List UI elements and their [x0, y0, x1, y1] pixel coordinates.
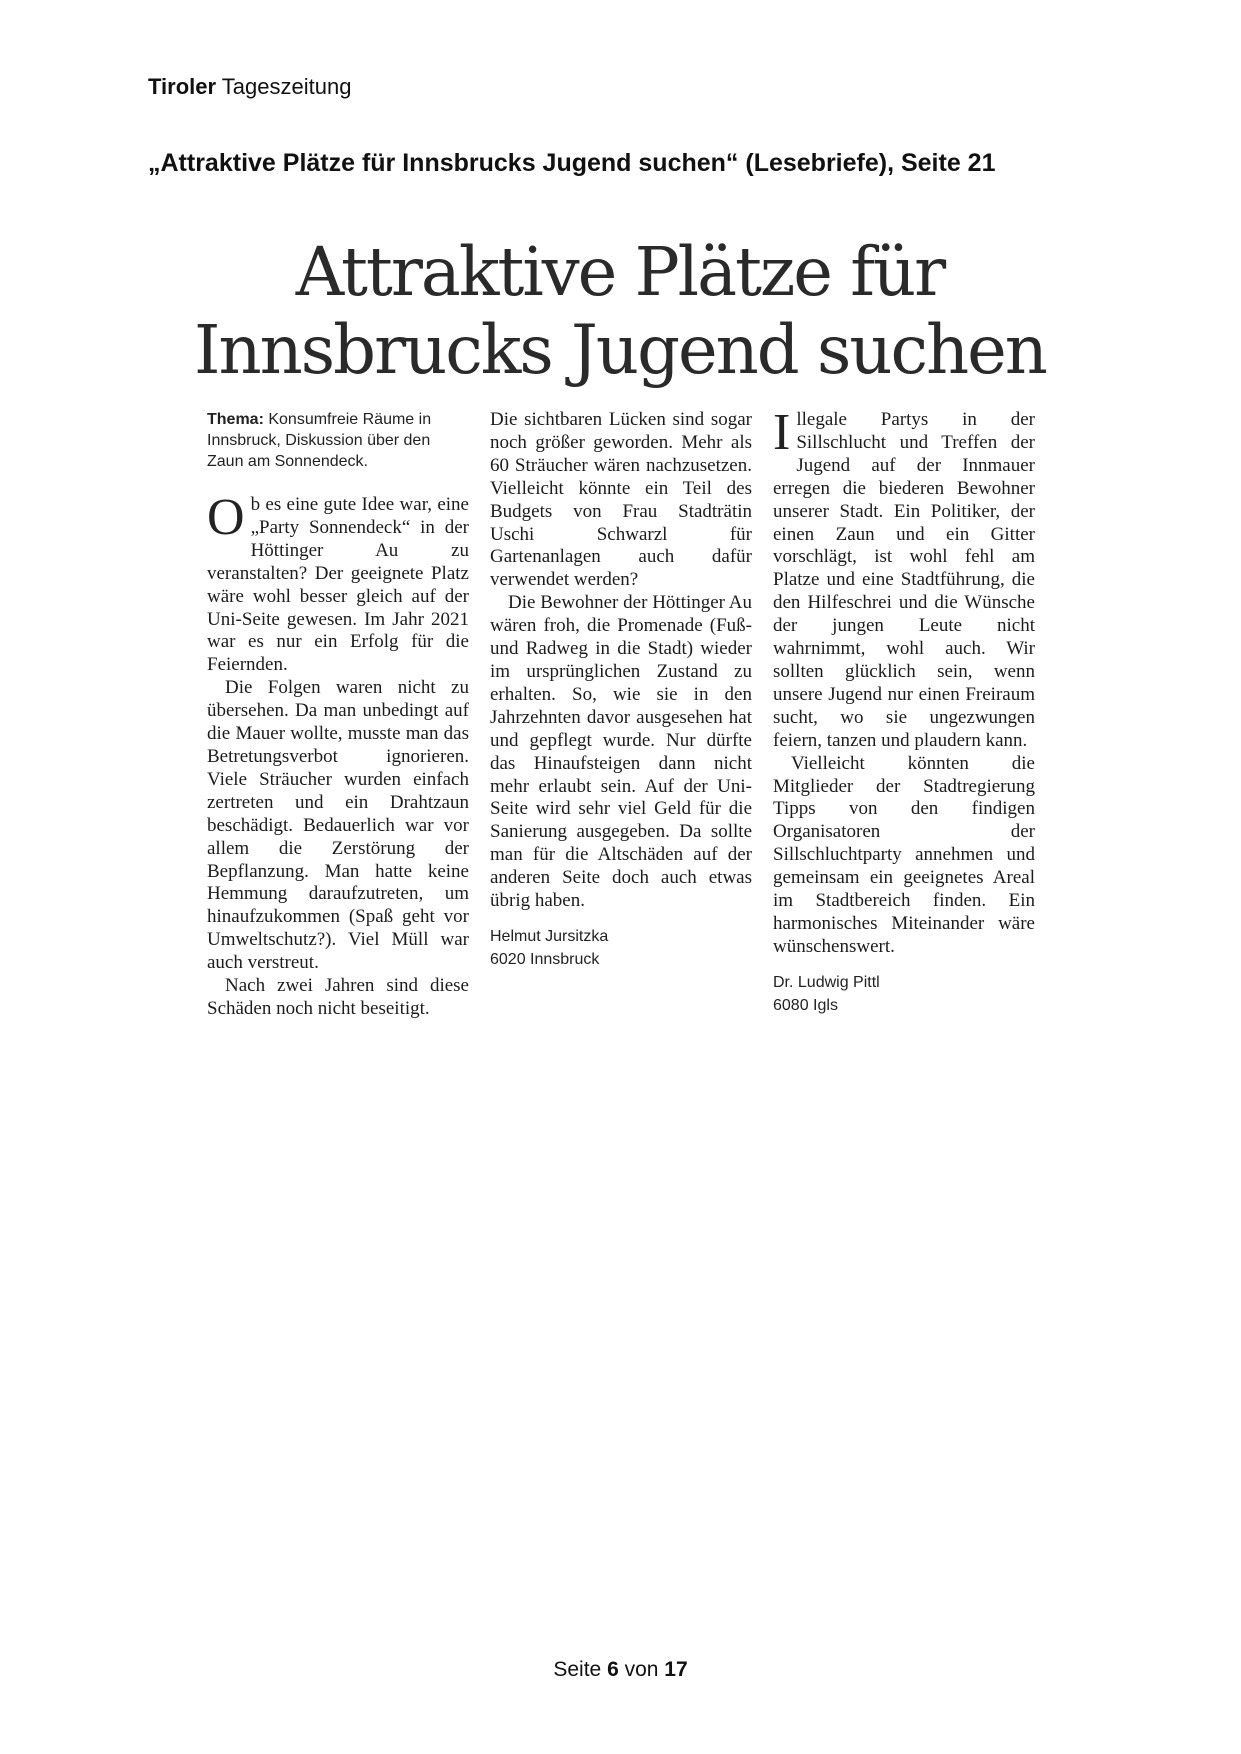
- topic-box: [207, 409, 469, 472]
- page-current: 6: [607, 1658, 619, 1681]
- page-number: [0, 1658, 1241, 1682]
- letter-1-drop-cap: O: [207, 489, 245, 546]
- letter-2-location: 6080 Igls: [773, 996, 838, 1014]
- letter-2: [773, 404, 1035, 959]
- newspaper-name-bold: Tiroler: [148, 74, 217, 99]
- letter-1-part-2: [490, 409, 752, 913]
- letter-1-paragraph-5: Die Bewohner der Höttinger Au wären froh, die Promenade (Fuß- und Radweg in die Stadt) wieder im ursprünglichen Zustand zu erhalten. So, wie sie in den Jahrzehnten davor ausgesehen hat und gepflegt wurde. Nur dürfte das Hinaufsteigen dann nicht mehr erlaubt sein. Auf der Uni-Seite wird sehr viel Geld für die Sanierung ausgegeben. Da sollte man für die Altschäden auf der anderen Seite doch auch etwas übrig haben.: [490, 592, 752, 912]
- letter-2-author: Dr. Ludwig Pittl: [773, 973, 880, 991]
- letter-1-location: 6020 Innsbruck: [490, 950, 600, 968]
- letter-1-part-1: [207, 489, 469, 1021]
- column-3: [773, 404, 1035, 1017]
- letter-1-paragraph-1-text: b es eine gute Idee war, eine „Party Sonnendeck“ in der Höttinger Au zu veranstalten? Der geeignete Platz wäre wohl besser gleich auf der Uni-Seite gewesen. Im Jahr 2021 war es nur ein Erfolg für die Feiernden.: [207, 494, 469, 676]
- article-headline: [150, 233, 1090, 389]
- topic-text: Konsumfreie Räume in Innsbruck, Diskussion über den Zaun am Sonnendeck.: [207, 411, 432, 470]
- column-1: [207, 409, 469, 1021]
- letter-2-paragraph-2: Vielleicht könnten die Mitglieder der Stadtregierung Tipps von den findigen Organisatoren der Sillschluchtparty annehmen und gemeinsam ein geeignetes Areal im Stadtbereich finden. Ein harmonisches Miteinander wäre wünschenswert.: [773, 752, 1035, 957]
- letter-1-paragraph-1: [207, 489, 469, 677]
- letter-1-paragraph-2: Die Folgen waren nicht zu übersehen. Da man unbedingt auf die Mauer wollte, musste man das Betretungsverbot ignorieren. Viele Sträucher wurden einfach zertreten und ein Drahtzaun beschädigt. Bedauerlich war vor allem die Zerstörung der Bepflanzung. Man hatte keine Hemmung daraufzutreten, um hinaufzukommen (Spaß geht vor Umweltschutz?). Viel Müll war auch verstreut.: [207, 677, 469, 974]
- letter-1-signature: [490, 925, 752, 971]
- letter-1-author: Helmut Jursitzka: [490, 927, 609, 945]
- newspaper-name-rest: Tageszeitung: [221, 74, 352, 99]
- newspaper-name: [148, 74, 351, 100]
- letter-2-paragraph-1: [773, 404, 1035, 753]
- letter-2-paragraph-1-text: llegale Partys in der Sillschlucht und Treffen der Jugend auf der Innmauer erregen die biederen Bewohner unserer Stadt. Ein Politiker, der einen Zaun und ein Gitter vorschlägt, ist wohl fehl am Platze und eine Stadtführung, die den Hilfeschrei und die Wünsche der jungen Leute nicht wahrnimmt, wohl auch. Wir sollten glücklich sein, wenn unsere Jugend nur einen Freiraum sucht, wo sie ungezwungen feiern, tanzen und plaudern kann.: [773, 409, 1035, 751]
- letter-1-paragraph-4: Die sichtbaren Lücken sind sogar noch größer geworden. Mehr als 60 Sträucher wären nachzusetzen. Vielleicht könnte ein Teil des Budgets von Frau Stadträtin Uschi Schwarzl für Gartenanlagen auch dafür verwendet werden?: [490, 409, 752, 591]
- column-2: [490, 409, 752, 971]
- page-prefix: Seite: [553, 1658, 602, 1681]
- headline-line-1: Attraktive Plätze für: [295, 233, 945, 311]
- letter-1-paragraph-3: Nach zwei Jahren sind diese Schäden noch nicht beseitigt.: [207, 975, 469, 1019]
- letter-2-drop-cap: I: [773, 404, 791, 461]
- article-reference: „Attraktive Plätze für Innsbrucks Jugend suchen“ (Lesebriefe), Seite 21: [148, 149, 996, 177]
- letter-2-signature: [773, 971, 1035, 1017]
- page-total: 17: [664, 1658, 688, 1681]
- topic-label: Thema:: [207, 411, 264, 428]
- headline-line-2: Innsbrucks Jugend suchen: [194, 311, 1046, 389]
- page-middle: von: [624, 1658, 659, 1681]
